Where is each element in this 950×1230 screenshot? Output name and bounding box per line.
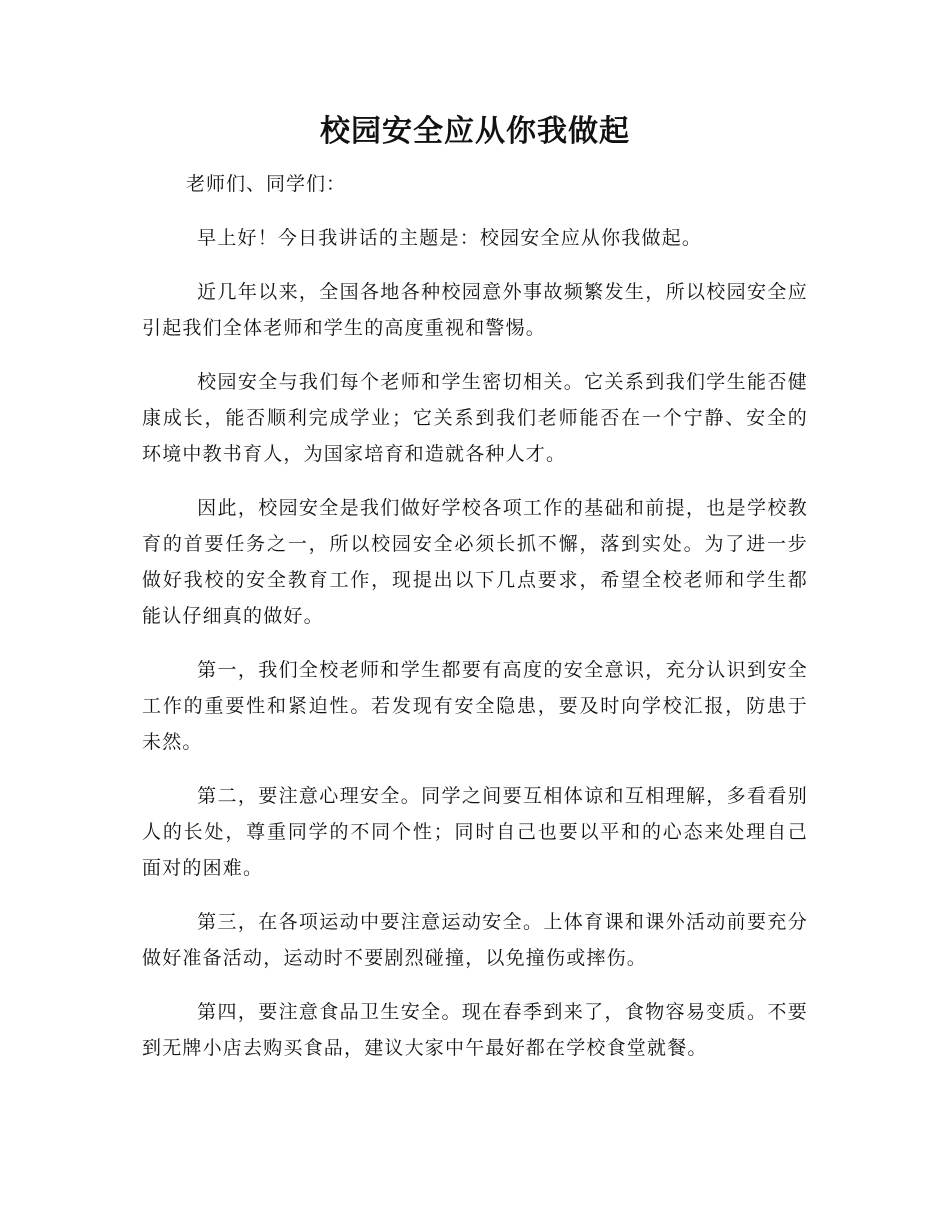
- paragraph-point-1: 第一，我们全校老师和学生都要有高度的安全意识，充分认识到安全工作的重要性和紧迫性。若发现有安全隐患，要及时向学校汇报，防患于未然。: [142, 659, 808, 753]
- greeting-line: 老师们、同学们：: [186, 173, 347, 195]
- paragraph-point-2: 第二，要注意心理安全。同学之间要互相体谅和互相理解，多看看别人的长处，尊重同学的不同个性；同时自己也要以平和的心态来处理自己面对的困难。: [142, 785, 808, 879]
- paragraph-point-4: 第四，要注意食品卫生安全。现在春季到来了，食物容易变质。不要到无牌小店去购买食品，建议大家中午最好都在学校食堂就餐。: [142, 1001, 808, 1059]
- paragraph-background: 近几年以来，全国各地各种校园意外事故频繁发生，所以校园安全应引起我们全体老师和学生的高度重视和警惕。: [142, 281, 808, 339]
- paragraph-relevance: 校园安全与我们每个老师和学生密切相关。它关系到我们学生能否健康成长，能否顺利完成学业；它关系到我们老师能否在一个宁静、安全的环境中教书育人，为国家培育和造就各种人才。: [142, 371, 808, 465]
- paragraph-opening: 早上好！今日我讲话的主题是：校园安全应从你我做起。: [197, 227, 703, 249]
- paragraph-point-3: 第三，在各项运动中要注意运动安全。上体育课和课外活动前要充分做好准备活动，运动时不要剧烈碰撞，以免撞伤或摔伤。: [142, 911, 808, 969]
- document-title: 校园安全应从你我做起: [320, 114, 630, 149]
- document-body: [142, 220, 808, 1084]
- paragraph-requirements-intro: 因此，校园安全是我们做好学校各项工作的基础和前提，也是学校教育的首要任务之一，所以校园安全必须长抓不懈，落到实处。为了进一步做好我校的安全教育工作，现提出以下几点要求，希望全校老师和学生都能认仔细真的做好。: [142, 497, 808, 627]
